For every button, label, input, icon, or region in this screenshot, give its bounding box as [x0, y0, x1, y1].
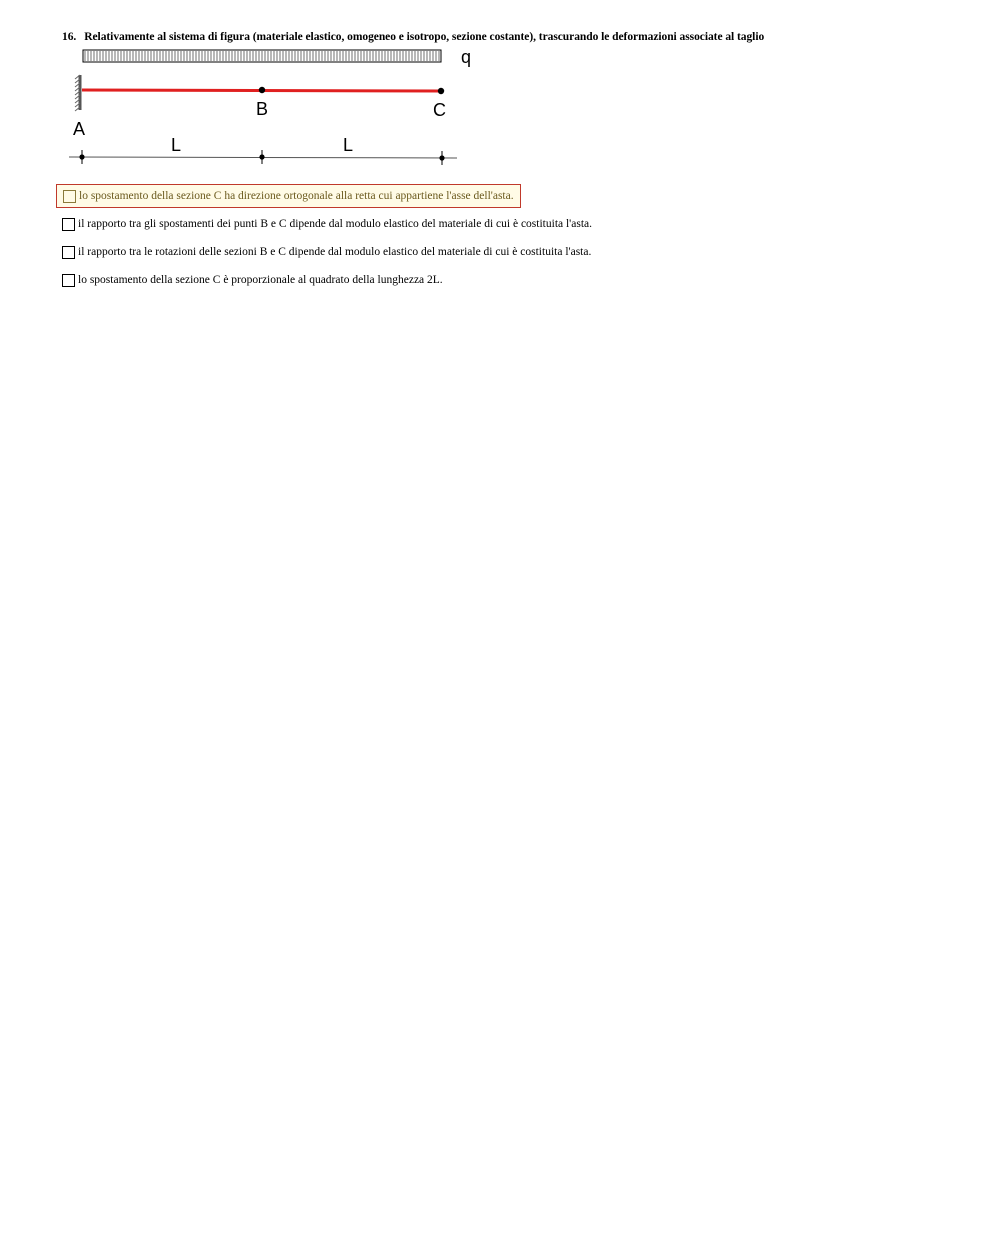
- answer-option-1[interactable]: [56, 184, 521, 208]
- question-header: [62, 31, 764, 43]
- dimension-line: [69, 150, 457, 165]
- segment-2-label: L: [343, 135, 354, 155]
- question-number: 16.: [62, 31, 77, 43]
- question-text: Relativamente al sistema di figura (materiale elastico, omogeneo e isotropo, sezione costante), trascurando le deformazioni associate al taglio: [84, 31, 765, 43]
- point-c-label: C: [433, 100, 446, 120]
- answer-checkbox-3[interactable]: [62, 246, 75, 259]
- answer-text-3: il rapporto tra le rotazioni delle sezioni B e C dipende dal modulo elastico del materiale di cui è costituita l'asta.: [78, 246, 592, 258]
- answer-option-2[interactable]: [62, 215, 592, 233]
- answer-text-2: il rapporto tra gli spostamenti dei punti B e C dipende dal modulo elastico del materiale di cui è costituita l'asta.: [78, 218, 593, 230]
- beam-diagram: [62, 44, 482, 169]
- answer-text-4: lo spostamento della sezione C è proporzionale al quadrato della lunghezza 2L.: [78, 274, 443, 286]
- segment-1-label: L: [171, 135, 182, 155]
- point-b-label: B: [256, 99, 269, 119]
- answer-checkbox-1[interactable]: [63, 190, 76, 203]
- answer-checkbox-2[interactable]: [62, 218, 75, 231]
- support-a-label: A: [73, 119, 86, 139]
- answer-option-4[interactable]: [62, 271, 443, 289]
- answer-text-1: lo spostamento della sezione C ha direzione ortogonale alla retta cui appartiene l'asse dell'asta.: [79, 190, 514, 202]
- distributed-load: [83, 50, 441, 62]
- load-label: q: [461, 47, 472, 67]
- answer-option-3[interactable]: [62, 243, 591, 261]
- point-b: [259, 87, 265, 93]
- answer-checkbox-4[interactable]: [62, 274, 75, 287]
- point-c: [438, 88, 444, 94]
- fixed-support: [75, 75, 80, 111]
